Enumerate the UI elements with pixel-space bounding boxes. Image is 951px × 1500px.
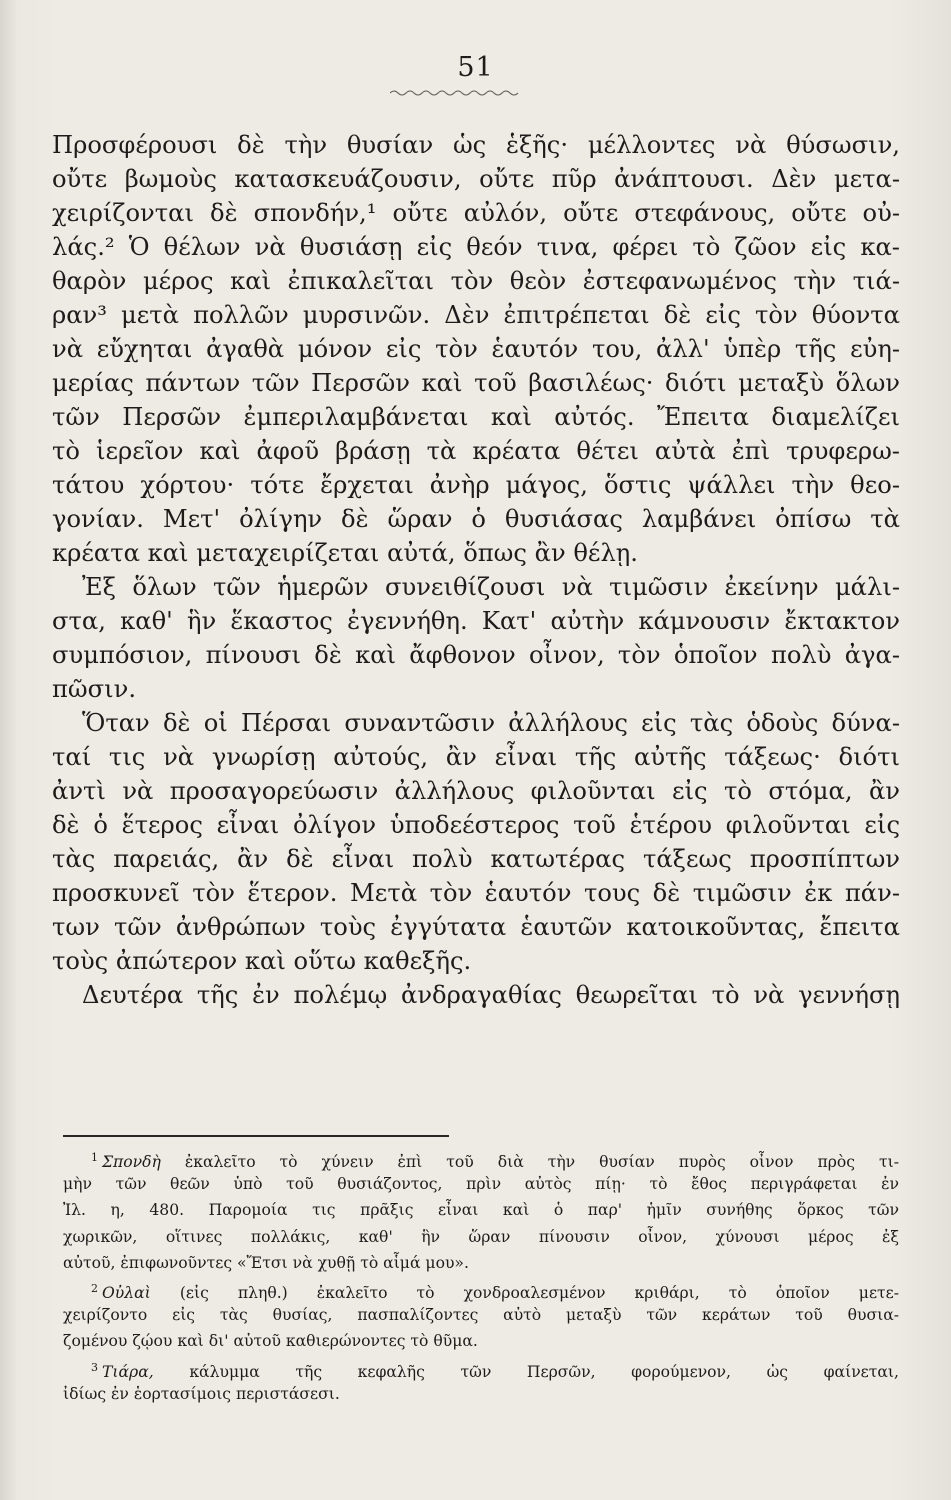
footnote-3-line: ἰδίως ἐν ἑορτασίμοις περιστάσεσι. [63, 1384, 340, 1403]
text-line: δὲ ὁ ἕτερος εἶναι ὀλίγον ὑποδεέστερος τοῦ ἑτέρου φιλοῦνται εἰς [52, 811, 900, 839]
text-line: Ἐξ ὅλων τῶν ἡμερῶν συνειθίζουσι νὰ τιμῶσιν ἐκείνην μάλι- [82, 573, 900, 601]
text-line: προσκυνεῖ τὸν ἕτερον. Μετὰ τὸν ἑαυτόν τους δὲ τιμῶσιν ἐκ πάν- [52, 879, 900, 907]
text-line: τάτου χόρτου· τότε ἔρχεται ἀνὴρ μάγος, ὅστις ψάλλει τὴν θεο- [52, 471, 900, 499]
text-line: χειρίζονται δὲ σπονδήν,¹ οὔτε αὐλόν, οὔτε στεφάνους, οὔτε οὐ- [52, 199, 900, 227]
footnote-2-line: ζομένου ζῴου καὶ δι' αὐτοῦ καθιερώνοντες τὸ θῦμα. [63, 1332, 478, 1351]
footnote-2-marker: 2 [91, 1281, 98, 1295]
text-line: κρέατα καὶ μεταχειρίζεται αὐτά, ὅπως ἂν θέλῃ. [52, 539, 638, 567]
text-line: τὰς παρειάς, ἂν δὲ εἶναι πολὺ κατωτέρας τάξεως προσπίπτων [52, 845, 900, 873]
text-line: των τῶν ἀνθρώπων τοὺς ἐγγύτατα ἑαυτῶν κατοικοῦντας, ἔπειτα [52, 913, 900, 941]
footnote-1-text: ἐκαλεῖτο τὸ χύνειν ἐπὶ τοῦ διὰ τὴν θυσίαν πυρὸς οἶνον πρὸς τι- [184, 1153, 899, 1171]
footnote-3-marker: 3 [91, 1360, 98, 1374]
footnote-1-line: Ἰλ. η, 480. Παρομοία τις πρᾶξις εἶναι καὶ ὁ παρ' ἡμῖν συνήθης ὅρκος τῶν [63, 1201, 899, 1220]
text-line: συμπόσιον, πίνουσι δὲ καὶ ἄφθονον οἶνον, τὸν ὁποῖον πολὺ ἀγα- [52, 641, 900, 669]
footnote-2-line [63, 1276, 899, 1302]
main-text [52, 128, 900, 1012]
text-line: πῶσιν. [52, 675, 137, 703]
footnote-1-line: αὐτοῦ, ἐπιφωνοῦντες «Ἔτσι νὰ χυθῇ τὸ αἷμά μου». [63, 1253, 469, 1272]
text-line: νὰ εὔχηται ἀγαθὰ μόνον εἰς τὸν ἑαυτόν του, ἀλλ' ὑπὲρ τῆς εὐη- [52, 335, 900, 363]
text-line: ἀντὶ νὰ προσαγορεύωσιν ἀλλήλους φιλοῦνται εἰς τὸ στόμα, ἂν [52, 777, 900, 805]
footnote-3-headword: Τιάρα, [102, 1362, 154, 1381]
footnote-2-headword: Οὐλαὶ [102, 1283, 151, 1302]
text-line: Δευτέρα τῆς ἐν πολέμῳ ἀνδραγαθίας θεωρεῖται τὸ νὰ γεννήσῃ [82, 981, 900, 1009]
text-line: ραν³ μετὰ πολλῶν μυρσινῶν. Δὲν ἐπιτρέπεται δὲ εἰς τὸν θύοντα [52, 301, 900, 329]
text-line: Ὅταν δὲ οἱ Πέρσαι συναντῶσιν ἀλλήλους εἰς τὰς ὁδοὺς δύνα- [82, 709, 900, 737]
text-line: θαρὸν μέρος καὶ ἐπικαλεῖται τὸν θεὸν ἐστεφανωμένος τὴν τιά- [52, 267, 900, 295]
footnote-2-text: (εἰς πληθ.) ἐκαλεῖτο τὸ χονδροαλεσμένον κριθάρι, τὸ ὁποῖον μετε- [179, 1283, 899, 1302]
text-line: τὸ ἱερεῖον καὶ ἀφοῦ βράσῃ τὰ κρέατα θέτει αὐτὰ ἐπὶ τρυφερω- [52, 437, 900, 465]
text-line: μερίας πάντων τῶν Περσῶν καὶ τοῦ βασιλέως· διότι μεταξὺ ὅλων [52, 369, 900, 397]
text-line: τῶν Περσῶν ἐμπεριλαμβάνεται καὶ αὐτός. Ἔπειτα διαμελίζει [52, 403, 900, 431]
text-line: ταί τις νὰ γνωρίσῃ αὐτούς, ἂν εἶναι τῆς αὐτῆς τάξεως· διότι [52, 743, 900, 771]
text-line: Προσφέρουσι δὲ τὴν θυσίαν ὡς ἑξῆς· μέλλοντες νὰ θύσωσιν, [52, 131, 900, 159]
text-line: στα, καθ' ἣν ἕκαστος ἐγεννήθη. Κατ' αὐτὴν κάμνουσιν ἔκτακτον [52, 607, 900, 635]
text-line: οὔτε βωμοὺς κατασκευάζουσιν, οὔτε πῦρ ἀνάπτουσι. Δὲν μετα- [52, 165, 900, 193]
footnote-1-line: μὴν τῶν θεῶν ὑπὸ τοῦ θυσιάζοντος, πρὶν αὐτὸς πίῃ· τὸ ἔθος περιγράφεται ἐν [63, 1175, 899, 1194]
footnote-1-line: χωρικῶν, οἵτινες πολλάκις, καθ' ἣν ὥραν πίνουσιν οἶνον, χύνουσι μέρος ἐξ [63, 1227, 899, 1246]
wavy-ornament [390, 88, 520, 98]
footnotes [63, 1145, 899, 1407]
footnote-3-line [63, 1355, 899, 1381]
footnote-2-line: χειρίζοντο εἰς τὰς θυσίας, πασπαλίζοντες αὐτὸ μεταξὺ τῶν κεράτων τοῦ θυσια- [63, 1306, 899, 1325]
text-line: γονίαν. Μετ' ὀλίγην δὲ ὥραν ὁ θυσιάσας λαμβάνει ὀπίσω τὰ [52, 505, 900, 533]
footnote-1-marker: 1 [91, 1151, 98, 1164]
footnote-1-line [63, 1145, 899, 1171]
page-number: 51 [457, 52, 494, 83]
footnote-1-headword: Σπονδὴ [102, 1153, 161, 1171]
footnote-rule [63, 1135, 449, 1137]
text-line: τοὺς ἀπώτερον καὶ οὕτω καθεξῆς. [52, 947, 472, 975]
text-line: λάς.² Ὁ θέλων νὰ θυσιάσῃ εἰς θεόν τινα, φέρει τὸ ζῶον εἰς κα- [52, 233, 900, 261]
footnote-3-text: κάλυμμα τῆς κεφαλῆς τῶν Περσῶν, φορούμενον, ὡς φαίνεται, [189, 1362, 899, 1381]
